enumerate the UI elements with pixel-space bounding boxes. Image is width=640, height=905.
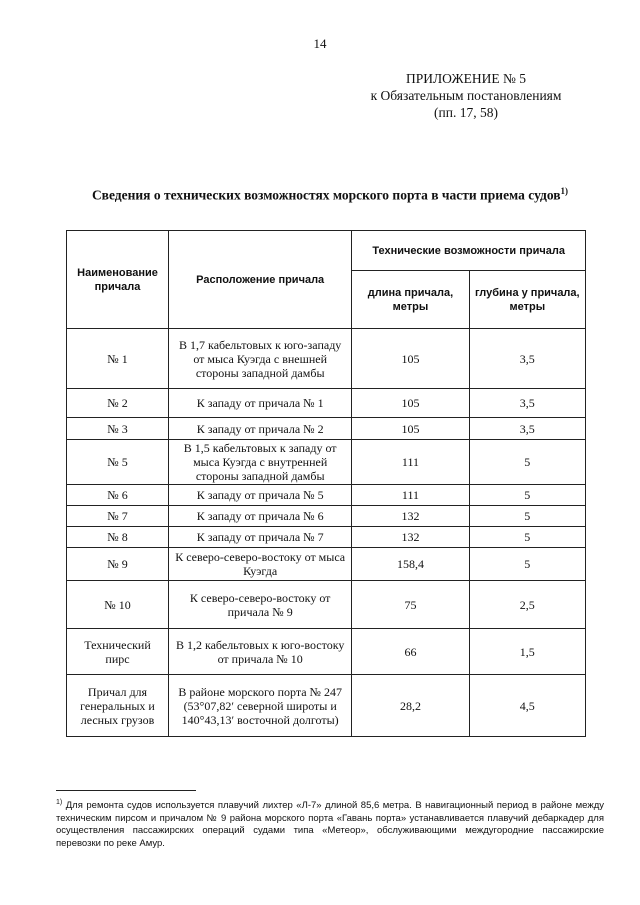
berth-location: В 1,5 кабельтовых к западу от мыса Куэгда с внутренней стороны западной дамбы bbox=[168, 440, 351, 485]
footnote-separator bbox=[56, 790, 196, 791]
table-row bbox=[67, 527, 586, 548]
berth-depth: 3,5 bbox=[469, 389, 585, 418]
footnote-text: Для ремонта судов используется плавучий лихтер «Л-7» длиной 85,6 метра. В навигационный период в районе между техническим пирсом и причалом № 9 района морского порта «Гавань порта» устанавливается плавучий дебаркадер для осуществления пассажирских операций судами типа «Метеор», обслуживающими междугородние пассажирские перевозки по реке Амур. bbox=[56, 800, 605, 849]
berth-length: 105 bbox=[352, 389, 469, 418]
table-row bbox=[67, 675, 586, 737]
table-row bbox=[67, 440, 586, 485]
berth-length: 132 bbox=[352, 527, 469, 548]
berth-location: К западу от причала № 5 bbox=[168, 485, 351, 506]
berth-location: В районе морского порта № 247 (53°07,82′ северной широты и 140°43,13′ восточной долготы) bbox=[168, 675, 351, 737]
berth-depth: 3,5 bbox=[469, 329, 585, 389]
berth-name: № 8 bbox=[67, 527, 169, 548]
berth-length: 66 bbox=[352, 629, 469, 675]
berth-name: № 7 bbox=[67, 506, 169, 527]
berth-location: К западу от причала № 1 bbox=[168, 389, 351, 418]
table-row bbox=[67, 329, 586, 389]
table-row bbox=[67, 581, 586, 629]
berth-location: К западу от причала № 7 bbox=[168, 527, 351, 548]
title-text: Сведения о технических возможностях морского порта в части приема судов bbox=[91, 187, 561, 203]
berth-length: 75 bbox=[352, 581, 469, 629]
berth-name: Технический пирс bbox=[67, 629, 169, 675]
berth-length: 111 bbox=[352, 485, 469, 506]
header-name: Наименование причала bbox=[67, 231, 169, 329]
header-capabilities: Технические возможности причала bbox=[352, 231, 586, 271]
berth-depth: 1,5 bbox=[469, 629, 585, 675]
berth-length: 111 bbox=[352, 440, 469, 485]
berth-name: № 2 bbox=[67, 389, 169, 418]
table-row bbox=[67, 548, 586, 581]
berth-length: 28,2 bbox=[352, 675, 469, 737]
berth-length: 105 bbox=[352, 329, 469, 389]
table-row bbox=[67, 629, 586, 675]
berth-length: 158,4 bbox=[352, 548, 469, 581]
berths-table bbox=[66, 230, 586, 737]
footnote-mark: 1) bbox=[56, 799, 63, 806]
berth-length: 105 bbox=[352, 418, 469, 440]
page-number: 14 bbox=[313, 36, 327, 51]
berth-location: К западу от причала № 6 bbox=[168, 506, 351, 527]
berth-depth: 5 bbox=[469, 485, 585, 506]
table-row bbox=[67, 506, 586, 527]
berth-name: № 3 bbox=[67, 418, 169, 440]
berth-location: К западу от причала № 2 bbox=[168, 418, 351, 440]
berth-depth: 5 bbox=[469, 506, 585, 527]
berth-name: № 10 bbox=[67, 581, 169, 629]
berth-name: № 6 bbox=[67, 485, 169, 506]
appendix-reference: к Обязательным постановлениям bbox=[370, 88, 562, 103]
berth-name: № 9 bbox=[67, 548, 169, 581]
table-row bbox=[67, 485, 586, 506]
berth-name: № 1 bbox=[67, 329, 169, 389]
appendix-paragraphs: (пп. 17, 58) bbox=[434, 105, 498, 120]
berth-depth: 5 bbox=[469, 548, 585, 581]
berth-name: Причал для генеральных и лесных грузов bbox=[67, 675, 169, 737]
berth-depth: 3,5 bbox=[469, 418, 585, 440]
appendix-title: ПРИЛОЖЕНИЕ № 5 bbox=[405, 71, 527, 86]
table-row bbox=[67, 418, 586, 440]
berth-depth: 4,5 bbox=[469, 675, 585, 737]
berth-depth: 2,5 bbox=[469, 581, 585, 629]
berth-depth: 5 bbox=[469, 527, 585, 548]
table-row bbox=[67, 389, 586, 418]
berth-name: № 5 bbox=[67, 440, 169, 485]
appendix-heading bbox=[336, 70, 596, 121]
berth-location: В 1,2 кабельтовых к юго-востоку от причала № 10 bbox=[168, 629, 351, 675]
berth-length: 132 bbox=[352, 506, 469, 527]
footnote bbox=[56, 797, 604, 850]
document-title bbox=[60, 186, 600, 204]
berth-location: В 1,7 кабельтовых к юго-западу от мыса Куэгда с внешней стороны западной дамбы bbox=[168, 329, 351, 389]
berth-location: К северо-северо-востоку от причала № 9 bbox=[168, 581, 351, 629]
header-location: Расположение причала bbox=[168, 231, 351, 329]
header-depth: глубина у причала, метры bbox=[469, 271, 585, 329]
berth-depth: 5 bbox=[469, 440, 585, 485]
berth-location: К северо-северо-востоку от мыса Куэгда bbox=[168, 548, 351, 581]
header-length: длина причала, метры bbox=[352, 271, 469, 329]
title-footnote-mark: 1) bbox=[560, 186, 569, 196]
